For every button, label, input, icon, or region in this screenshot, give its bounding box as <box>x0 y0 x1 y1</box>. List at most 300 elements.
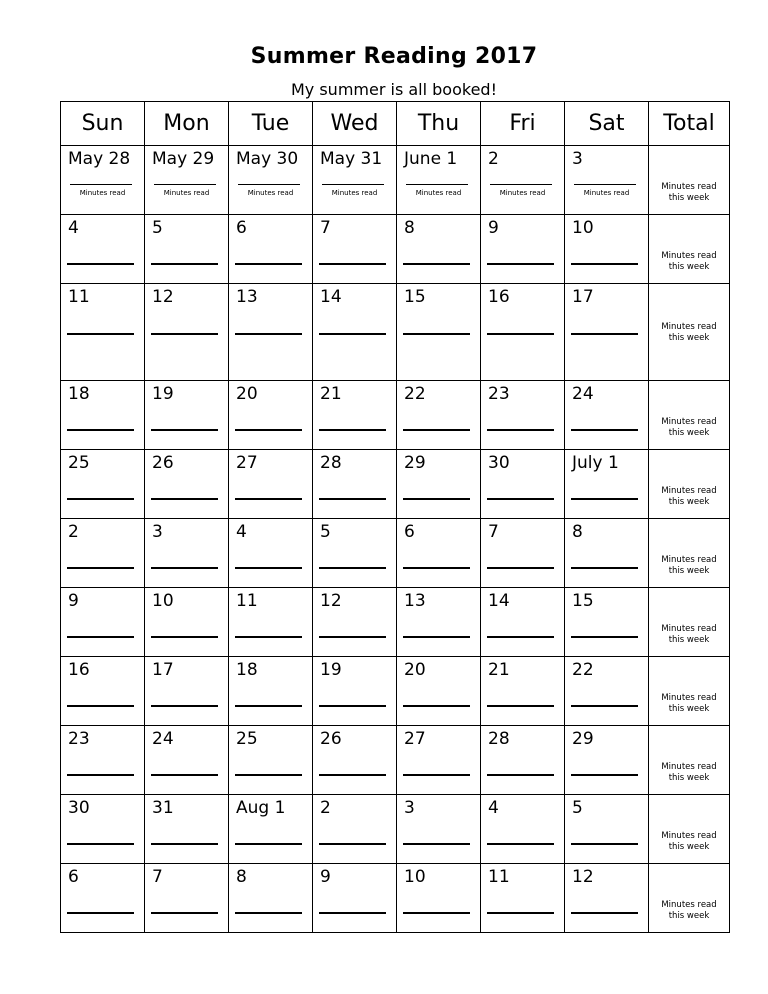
total-cell <box>649 146 730 215</box>
minutes-entry-line[interactable] <box>403 705 470 707</box>
total-label-line2: this week <box>668 497 710 507</box>
reading-calendar <box>60 101 730 933</box>
day-date: 4 <box>68 218 79 238</box>
total-label <box>649 900 729 922</box>
day-cell <box>61 657 145 726</box>
day-date: 5 <box>572 798 583 818</box>
total-label-line2: this week <box>668 566 710 576</box>
total-label <box>649 322 729 344</box>
day-date: 28 <box>320 453 342 473</box>
minutes-read-label: Minutes read <box>79 189 126 197</box>
minutes-entry-line[interactable] <box>487 333 554 335</box>
day-date: 2 <box>488 149 499 169</box>
minutes-read-label: Minutes read <box>415 189 462 197</box>
week-row <box>61 795 730 864</box>
day-date: 28 <box>488 729 510 749</box>
day-cell <box>397 519 481 588</box>
day-date: 10 <box>152 591 174 611</box>
day-cell <box>313 657 397 726</box>
day-cell <box>313 864 397 933</box>
minutes-entry-line[interactable] <box>487 429 554 431</box>
day-date: 30 <box>68 798 90 818</box>
minutes-entry-line[interactable] <box>235 333 302 335</box>
total-cell <box>649 657 730 726</box>
total-label <box>649 762 729 784</box>
week-row <box>61 864 730 933</box>
day-date: 6 <box>236 218 247 238</box>
day-cell <box>397 215 481 284</box>
minutes-entry-line[interactable] <box>574 184 636 185</box>
minutes-entry-line[interactable] <box>319 498 386 500</box>
minutes-entry-line[interactable] <box>67 774 134 776</box>
total-cell <box>649 215 730 284</box>
minutes-entry-line[interactable] <box>235 636 302 638</box>
day-date: 27 <box>404 729 426 749</box>
day-date: 10 <box>404 867 426 887</box>
day-date: 7 <box>152 867 163 887</box>
total-cell <box>649 519 730 588</box>
minutes-entry-line[interactable] <box>151 333 218 335</box>
minutes-entry-line[interactable] <box>319 263 386 265</box>
day-date: 25 <box>68 453 90 473</box>
total-label-line2: this week <box>668 428 710 438</box>
day-cell <box>61 588 145 657</box>
minutes-entry-line[interactable] <box>319 333 386 335</box>
week-row <box>61 588 730 657</box>
day-cell <box>565 284 649 381</box>
minutes-entry-line[interactable] <box>319 774 386 776</box>
total-label-line1: Minutes read <box>661 900 717 910</box>
day-date: 16 <box>488 287 510 307</box>
day-cell <box>145 381 229 450</box>
day-cell <box>61 215 145 284</box>
day-cell <box>481 146 565 215</box>
day-cell <box>313 726 397 795</box>
day-date: 4 <box>236 522 247 542</box>
day-date: 20 <box>236 384 258 404</box>
day-date: July 1 <box>572 453 619 473</box>
day-date: 30 <box>488 453 510 473</box>
day-date: 18 <box>68 384 90 404</box>
minutes-entry-line[interactable] <box>235 567 302 569</box>
day-cell <box>229 450 313 519</box>
day-cell <box>481 795 565 864</box>
minutes-entry-line[interactable] <box>67 429 134 431</box>
header-wed: Wed <box>313 102 397 146</box>
minutes-entry-line[interactable] <box>487 263 554 265</box>
minutes-entry-line[interactable] <box>67 263 134 265</box>
total-label-line1: Minutes read <box>661 417 717 427</box>
page-subtitle: My summer is all booked! <box>290 80 497 99</box>
day-date: 12 <box>572 867 594 887</box>
minutes-entry-line[interactable] <box>403 912 470 914</box>
day-cell <box>145 864 229 933</box>
total-label-line1: Minutes read <box>661 555 717 565</box>
total-label-line1: Minutes read <box>661 251 717 261</box>
day-cell <box>481 215 565 284</box>
day-date: 9 <box>320 867 331 887</box>
day-cell <box>565 864 649 933</box>
day-date: June 1 <box>404 149 458 169</box>
day-cell <box>313 284 397 381</box>
day-date: 2 <box>320 798 331 818</box>
day-date: 29 <box>404 453 426 473</box>
day-date: 21 <box>488 660 510 680</box>
header-sun: Sun <box>61 102 145 146</box>
minutes-entry-line[interactable] <box>487 567 554 569</box>
day-cell <box>397 588 481 657</box>
minutes-entry-line[interactable] <box>235 774 302 776</box>
day-cell <box>229 381 313 450</box>
day-date: 16 <box>68 660 90 680</box>
day-cell <box>313 795 397 864</box>
day-date: 13 <box>404 591 426 611</box>
day-cell <box>481 864 565 933</box>
minutes-entry-line[interactable] <box>571 567 638 569</box>
day-cell <box>565 519 649 588</box>
day-date: 19 <box>320 660 342 680</box>
day-date: Aug 1 <box>236 798 286 818</box>
day-cell <box>481 588 565 657</box>
day-cell <box>61 284 145 381</box>
total-label-line2: this week <box>668 193 710 203</box>
minutes-read-label: Minutes read <box>583 189 630 197</box>
day-cell <box>229 284 313 381</box>
total-label-line2: this week <box>668 262 710 272</box>
total-label-line1: Minutes read <box>661 762 717 772</box>
day-cell <box>565 726 649 795</box>
day-cell <box>145 284 229 381</box>
day-date: 22 <box>404 384 426 404</box>
day-cell <box>229 726 313 795</box>
day-date: 24 <box>152 729 174 749</box>
day-cell <box>229 795 313 864</box>
day-date: 23 <box>488 384 510 404</box>
minutes-entry-line[interactable] <box>67 912 134 914</box>
day-cell <box>565 657 649 726</box>
day-date: 4 <box>488 798 499 818</box>
total-label-line1: Minutes read <box>661 486 717 496</box>
minutes-entry-line[interactable] <box>403 333 470 335</box>
minutes-entry-line[interactable] <box>235 498 302 500</box>
day-date: 6 <box>68 867 79 887</box>
total-label-line2: this week <box>668 333 710 343</box>
total-label-line1: Minutes read <box>661 624 717 634</box>
day-cell <box>61 381 145 450</box>
minutes-entry-line[interactable] <box>571 263 638 265</box>
day-date: 17 <box>152 660 174 680</box>
day-date: 14 <box>488 591 510 611</box>
minutes-entry-line[interactable] <box>319 843 386 845</box>
day-cell <box>397 284 481 381</box>
day-date: 5 <box>320 522 331 542</box>
total-cell <box>649 726 730 795</box>
day-cell <box>61 795 145 864</box>
day-cell <box>229 215 313 284</box>
minutes-entry-line[interactable] <box>487 843 554 845</box>
day-date: 12 <box>152 287 174 307</box>
minutes-entry-line[interactable] <box>151 705 218 707</box>
total-label-line2: this week <box>668 842 710 852</box>
day-cell <box>397 381 481 450</box>
day-date: 31 <box>152 798 174 818</box>
minutes-entry-line[interactable] <box>151 843 218 845</box>
week-row <box>61 215 730 284</box>
minutes-entry-line[interactable] <box>151 429 218 431</box>
header-tue: Tue <box>229 102 313 146</box>
day-cell <box>229 588 313 657</box>
minutes-entry-line[interactable] <box>571 774 638 776</box>
day-cell <box>313 588 397 657</box>
header-row <box>61 102 730 146</box>
minutes-entry-line[interactable] <box>67 333 134 335</box>
day-cell <box>565 588 649 657</box>
minutes-entry-line[interactable] <box>322 184 384 185</box>
day-date: 7 <box>488 522 499 542</box>
total-cell <box>649 795 730 864</box>
total-label <box>649 251 729 273</box>
day-cell <box>397 864 481 933</box>
total-label-line1: Minutes read <box>661 693 717 703</box>
day-date: 14 <box>320 287 342 307</box>
minutes-entry-line[interactable] <box>487 912 554 914</box>
day-date: 9 <box>488 218 499 238</box>
header-sat: Sat <box>565 102 649 146</box>
minutes-entry-line[interactable] <box>403 567 470 569</box>
minutes-entry-line[interactable] <box>151 567 218 569</box>
day-date: 23 <box>68 729 90 749</box>
day-cell <box>481 450 565 519</box>
day-date: 7 <box>320 218 331 238</box>
week-row <box>61 726 730 795</box>
day-cell <box>565 215 649 284</box>
minutes-entry-line[interactable] <box>70 184 132 185</box>
day-cell <box>313 450 397 519</box>
day-cell <box>61 519 145 588</box>
minutes-entry-line[interactable] <box>67 705 134 707</box>
day-cell <box>145 519 229 588</box>
total-label-line2: this week <box>668 773 710 783</box>
day-cell <box>397 146 481 215</box>
minutes-read-label: Minutes read <box>499 189 546 197</box>
minutes-entry-line[interactable] <box>67 498 134 500</box>
minutes-entry-line[interactable] <box>235 843 302 845</box>
day-date: 8 <box>404 218 415 238</box>
day-cell <box>61 146 145 215</box>
day-cell <box>145 795 229 864</box>
week-row <box>61 284 730 381</box>
day-cell <box>145 588 229 657</box>
minutes-entry-line[interactable] <box>151 263 218 265</box>
minutes-entry-line[interactable] <box>319 567 386 569</box>
day-date: 11 <box>488 867 510 887</box>
day-cell <box>313 381 397 450</box>
day-cell <box>481 726 565 795</box>
day-cell <box>145 450 229 519</box>
day-date: 3 <box>404 798 415 818</box>
day-date: 27 <box>236 453 258 473</box>
day-date: 18 <box>236 660 258 680</box>
total-cell <box>649 450 730 519</box>
day-cell <box>565 795 649 864</box>
minutes-entry-line[interactable] <box>235 912 302 914</box>
day-cell <box>565 450 649 519</box>
day-cell <box>397 450 481 519</box>
total-label-line1: Minutes read <box>661 322 717 332</box>
week-row <box>61 519 730 588</box>
header-thu: Thu <box>397 102 481 146</box>
minutes-entry-line[interactable] <box>487 636 554 638</box>
total-label-line2: this week <box>668 911 710 921</box>
day-cell <box>565 381 649 450</box>
day-date: May 30 <box>236 149 299 169</box>
day-date: 24 <box>572 384 594 404</box>
minutes-entry-line[interactable] <box>235 429 302 431</box>
day-date: 20 <box>404 660 426 680</box>
minutes-entry-line[interactable] <box>571 333 638 335</box>
minutes-entry-line[interactable] <box>487 774 554 776</box>
total-label <box>649 555 729 577</box>
minutes-entry-line[interactable] <box>403 843 470 845</box>
day-date: 9 <box>68 591 79 611</box>
minutes-entry-line[interactable] <box>403 498 470 500</box>
day-date: 11 <box>68 287 90 307</box>
total-label <box>649 693 729 715</box>
day-cell <box>145 146 229 215</box>
header-total: Total <box>649 102 730 146</box>
day-date: 25 <box>236 729 258 749</box>
day-date: 8 <box>572 522 583 542</box>
minutes-entry-line[interactable] <box>403 636 470 638</box>
total-cell <box>649 864 730 933</box>
total-label <box>649 417 729 439</box>
day-cell <box>481 519 565 588</box>
minutes-entry-line[interactable] <box>571 912 638 914</box>
minutes-entry-line[interactable] <box>319 636 386 638</box>
minutes-entry-line[interactable] <box>319 705 386 707</box>
total-cell <box>649 588 730 657</box>
day-date: 13 <box>236 287 258 307</box>
day-cell <box>145 726 229 795</box>
day-date: 6 <box>404 522 415 542</box>
day-cell <box>565 146 649 215</box>
total-label-line1: Minutes read <box>661 831 717 841</box>
total-label <box>649 624 729 646</box>
minutes-entry-line[interactable] <box>571 705 638 707</box>
day-cell <box>481 657 565 726</box>
day-cell <box>229 519 313 588</box>
minutes-read-label: Minutes read <box>331 189 378 197</box>
day-cell <box>481 381 565 450</box>
day-date: 15 <box>572 591 594 611</box>
day-date: 17 <box>572 287 594 307</box>
day-date: 5 <box>152 218 163 238</box>
day-date: 10 <box>572 218 594 238</box>
total-label <box>649 831 729 853</box>
header-fri: Fri <box>481 102 565 146</box>
day-date: May 29 <box>152 149 215 169</box>
minutes-entry-line[interactable] <box>238 184 300 185</box>
total-label <box>649 182 729 204</box>
minutes-entry-line[interactable] <box>67 636 134 638</box>
minutes-entry-line[interactable] <box>151 912 218 914</box>
day-cell <box>313 146 397 215</box>
minutes-entry-line[interactable] <box>67 567 134 569</box>
minutes-entry-line[interactable] <box>151 774 218 776</box>
day-cell <box>481 284 565 381</box>
minutes-entry-line[interactable] <box>67 843 134 845</box>
day-date: 3 <box>572 149 583 169</box>
minutes-entry-line[interactable] <box>403 263 470 265</box>
minutes-entry-line[interactable] <box>487 498 554 500</box>
day-date: 15 <box>404 287 426 307</box>
day-cell <box>397 726 481 795</box>
minutes-entry-line[interactable] <box>319 912 386 914</box>
total-cell <box>649 284 730 381</box>
total-label-line1: Minutes read <box>661 182 717 192</box>
week-row <box>61 450 730 519</box>
day-cell <box>61 450 145 519</box>
day-cell <box>61 726 145 795</box>
minutes-entry-line[interactable] <box>151 498 218 500</box>
week-row <box>61 381 730 450</box>
day-cell <box>229 864 313 933</box>
minutes-entry-line[interactable] <box>487 705 554 707</box>
day-date: 2 <box>68 522 79 542</box>
minutes-entry-line[interactable] <box>571 843 638 845</box>
minutes-entry-line[interactable] <box>571 429 638 431</box>
day-cell <box>397 795 481 864</box>
minutes-entry-line[interactable] <box>490 184 552 185</box>
day-cell <box>229 657 313 726</box>
day-date: 12 <box>320 591 342 611</box>
minutes-entry-line[interactable] <box>235 705 302 707</box>
minutes-entry-line[interactable] <box>403 429 470 431</box>
minutes-entry-line[interactable] <box>154 184 216 185</box>
minutes-entry-line[interactable] <box>571 498 638 500</box>
total-label <box>649 486 729 508</box>
minutes-read-label: Minutes read <box>247 189 294 197</box>
minutes-entry-line[interactable] <box>319 429 386 431</box>
total-cell <box>649 381 730 450</box>
day-date: 26 <box>320 729 342 749</box>
day-date: 26 <box>152 453 174 473</box>
day-date: 11 <box>236 591 258 611</box>
minutes-read-label: Minutes read <box>163 189 210 197</box>
week-row <box>61 657 730 726</box>
day-cell <box>145 215 229 284</box>
minutes-entry-line[interactable] <box>235 263 302 265</box>
total-label-line2: this week <box>668 635 710 645</box>
day-date: 8 <box>236 867 247 887</box>
week-row <box>61 146 730 215</box>
day-cell <box>313 519 397 588</box>
day-cell <box>229 146 313 215</box>
day-date: May 31 <box>320 149 383 169</box>
header-mon: Mon <box>145 102 229 146</box>
page-title: Summer Reading 2017 <box>250 44 538 69</box>
day-date: May 28 <box>68 149 131 169</box>
day-date: 22 <box>572 660 594 680</box>
total-label-line2: this week <box>668 704 710 714</box>
minutes-entry-line[interactable] <box>406 184 468 185</box>
minutes-entry-line[interactable] <box>571 636 638 638</box>
day-cell <box>313 215 397 284</box>
day-date: 19 <box>152 384 174 404</box>
minutes-entry-line[interactable] <box>151 636 218 638</box>
day-date: 3 <box>152 522 163 542</box>
minutes-entry-line[interactable] <box>403 774 470 776</box>
